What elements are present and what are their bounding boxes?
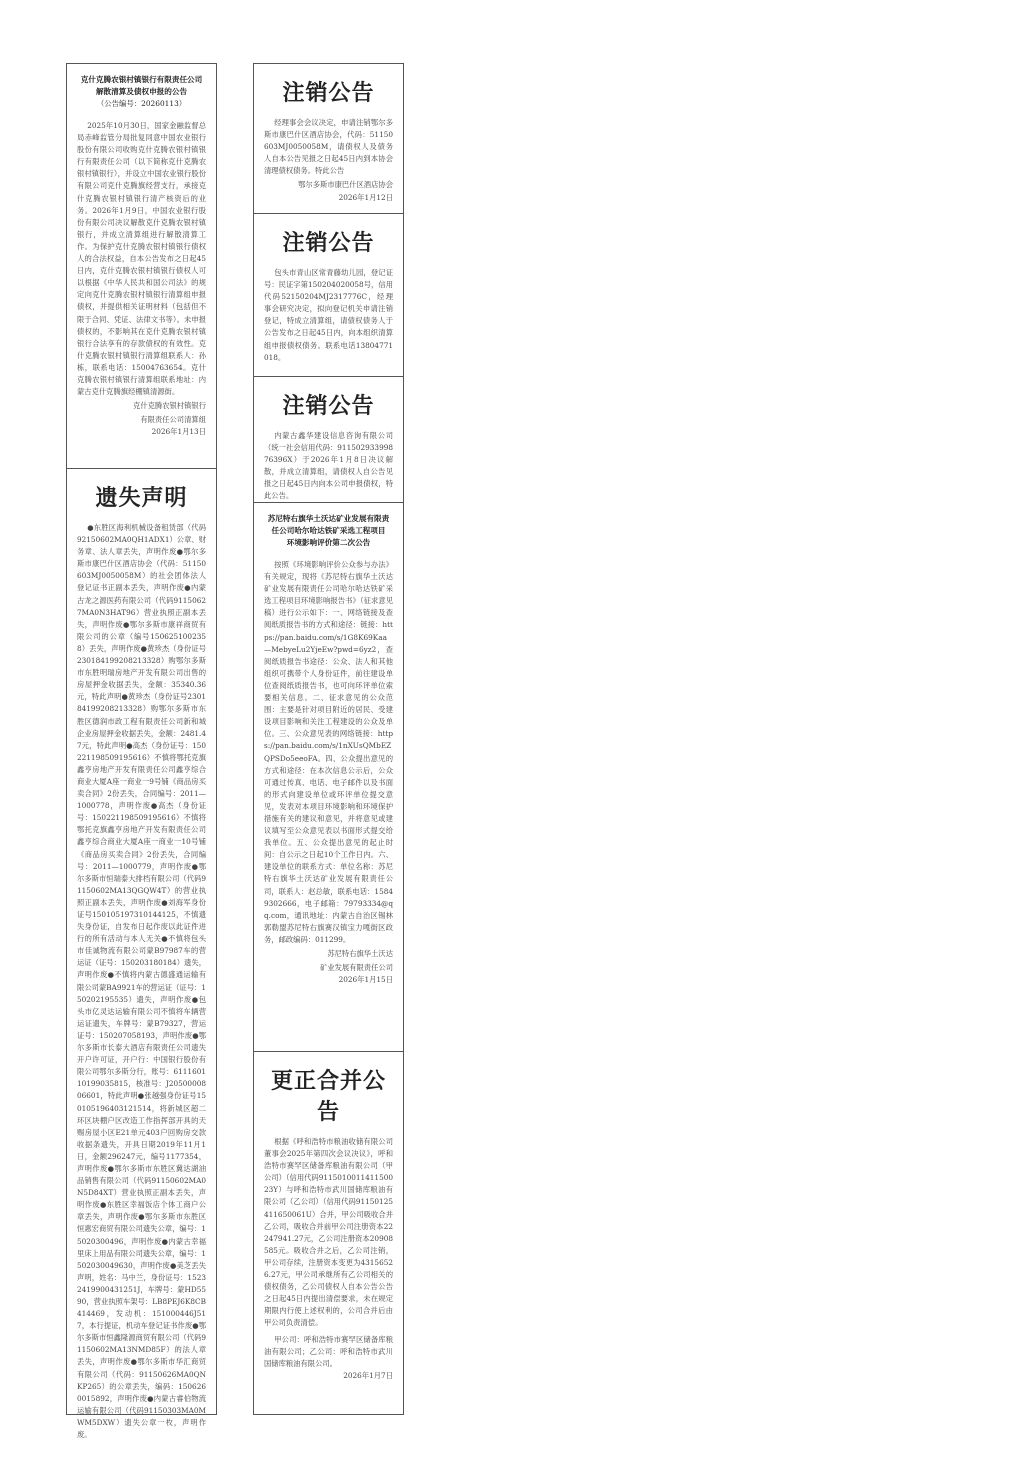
notice-number: （公告编号：20260113） (96, 99, 187, 108)
notice-environmental-assessment (254, 503, 403, 1052)
notice-date: 2026年1月12日 (338, 192, 393, 202)
notice-title: 解散清算及债权申报的公告 (95, 87, 188, 96)
notice-body: 按照《环境影响评价公众参与办法》有关规定，现将《苏尼特右旗华土沃达矿业发展有限责任公司哈尔哈达铁矿采选工程项目环境影响报告书》（征求意见稿）进行公示如下：一、网络链接及查阅纸质报告书的方式和途径：链接：https://pan.baidu.com/s/1G8K69Kaa—MebyeLu2YjeEw?pwd=6yz2，查阅纸质报告书途径：公众、法人和其他组织可携带个人身份证件，前往建设单位查阅纸质报告书，也可向环评单位索要相关信息。二、征求意见的公众范围：主要是针对项目附近的居民、受建设项目影响和关注工程建设的公众及单位。三、公众意见表的网络链接：https://pan.baidu.com/s/1nXUsQMbEZQPSDo5eeoFA。四、公众提出意见的方式和途径：在本次信息公示后，公众可通过传真、电话、电子邮件以及书面的形式向建设单位或环评单位提交意见，发表对本项目环境影响和环境保护措施有关的建议和意见，并将意见或建议填写至公众意见表以书面形式提交给我单位。五、公众提出意见的起止时间：自公示之日起10个工作日内。六、建设单位的联系方式：单位名称：苏尼特右旗华土沃达矿业发展有限责任公司，联系人：赵总敏，联系电话：15849302666，电子邮箱：79793334@qq.com，通讯地址：内蒙古自治区锡林郭勒盟苏尼特右旗赛汉镇宝力嘎街区政务，邮政编码：011299。 (264, 560, 393, 944)
notice-title: 任公司哈尔哈达铁矿采选工程项目 (271, 526, 386, 535)
notice-body: 包头市青山区常青藤幼儿园，登记证号：民证字第150204020058号，信用代码52150204MJ2317776C，经理事会研究决定，拟向登记机关申请注销登记，特成立清算组，请债权债务人于公告发布之日起45日内，向本组织清算组申报债权债务。联系电话13804771018。 (264, 268, 393, 362)
notice-body: 甲公司：呼和浩特市赛罕区储备库粮油有限公司；乙公司：呼和浩特市武川国储库粮油有限公司。 (264, 1334, 393, 1368)
notice-body: 内蒙古鑫华建设信息咨询有限公司（统一社会信用代码：91150293399876396X）于2026年1月8日决议解散，并成立清算组，请债权人自公告见报之日起45日内向本公司申报债权，特此公告。 (264, 431, 393, 501)
notice-title: 苏尼特右旗华土沃达矿业发展有限责 (267, 514, 390, 523)
notice-title: 注销公告 (282, 81, 375, 106)
notice-cancellation-3 (254, 377, 403, 503)
notice-body: 2025年10月30日，国家金融监督总局赤峰监管分局批复同意中国农业银行股份有限公司收购克什克腾农银村镇银行有限责任公司（以下简称克什克腾农银村镇银行），并设立中国农业银行股份有限公司克什克腾旗经营支行，承接克什克腾农银村镇银行清产核资后的业务。2026年1月9日，中国农业银行股份有限公司决议解散克什克腾农银村镇银行，并成立清算组进行解散清算工作。为保护克什克腾农银村镇银行债权人的合法权益，自本公告发布之日起45日内，克什克腾农银村镇银行债权人可以根据《中华人民共和国公司法》的规定向克什克腾农银村镇银行清算组申报债权，并提供相关证明材料（包括但不限于合同、凭证、法律文书等）。未申报债权的，不影响其在克什克腾农银村镇银行合法享有的存款债权的有效性。克什克腾农银村镇银行清算组联系人：孙栋，联系电话：15004763654。克什克腾农银村镇银行清算组联系地址：内蒙古克什克腾旗经棚镇清源街。 (77, 121, 206, 397)
notice-signature: 克什克腾农银村镇银行 (133, 401, 206, 411)
notice-signature: 苏尼特右旗华土沃达 (327, 949, 393, 958)
left-column (66, 63, 217, 1440)
notice-loss-statement (67, 469, 216, 1440)
notice-body: 根据《呼和浩特市粮油收储有限公司董事会2025年第四次会议决议》，呼和浩特市赛罕区储备库粮油有限公司（甲公司）（信用代码911501001141150023Y）与呼和浩特市武川国储库粮油有限公司（乙公司）（信用代码91150125411650061U）合并，甲公司吸收合并乙公司，吸收合并前甲公司注册资本22247941.27元，乙公司注册资本20908585元。吸收合并之后，乙公司注销，甲公司存续，注册资本变更为43156526.27元，甲公司承继所有乙公司相关的债权债务，乙公司债权人自本公告公告之日起45日内提出清偿要求，未在规定期限内行使上述权利的，公司合并后由甲公司负责清偿。 (264, 1137, 394, 1328)
notice-title: 克什克腾农银村镇银行有限责任公司 (80, 75, 203, 84)
notice-title: 遗失声明 (95, 486, 188, 511)
notice-dissolution (67, 64, 216, 469)
notice-merger-correction (254, 1052, 403, 1414)
notice-title: 注销公告 (282, 231, 375, 256)
notice-title: 环境影响评价第二次公告 (286, 538, 371, 547)
notice-date: 2026年1月15日 (338, 975, 393, 985)
right-column (253, 63, 404, 1415)
notice-body: 经理事会会议决定，申请注销鄂尔多斯市康巴什区酒店协会，代码：51150603MJ0050058M，请债权人及债务人自本公告见报之日起45日内到本协会清理债权债务。特此公告 (264, 118, 393, 176)
notice-cancellation-1 (254, 64, 403, 214)
notice-date: 2026年1月13日 (151, 427, 206, 437)
notice-cancellation-2 (254, 214, 403, 377)
notice-title: 更正合并公告 (270, 1069, 386, 1125)
notice-signature: 鄂尔多斯市康巴什区酒店协会 (298, 180, 393, 190)
notice-body: ●东胜区海利机械设备租赁部（代码92150602MA0QH1ADX1）公章、财务章、法人章丢失，声明作废●鄂尔多斯市康巴什区酒店协会（代码：51150603MJ0050058M）的社会团体法人登记证书正副本丢失，声明作废●内蒙古龙之源医药有限公司（代码91150627MA0N3HAT96）营业执照正副本丢失，声明作废●鄂尔多斯市康祥商贸有限公司的公章（编号1506251002358）丢失，声明作废●黄珍杰（身份证号230184199208213328）购鄂尔多斯市东胜明瑞房地产开发有限公司出售的房屋押金收据丢失，金额：35340.36元，特此声明●黄珍杰（身份证号230184199208213328）购鄂尔多斯市东胜区德润市政工程有限责任公司新和城企业房屋押金收据丢失，金额：2481.47元，特此声明●高杰（身份证号：150221198509195616）不慎将鄂托克旗鑫亨房地产开发有限责任公司鑫亨综合商业大厦A座一商业一9号铺《商品房买卖合同》2份丢失，合同编号：2011—1000778，声明作废●高杰（身份证号：150221198509195616）不慎将鄂托克旗鑫亨房地产开发有限责任公司鑫亨综合商业大厦A座一商业一10号铺《商品房买卖合同》2份丢失，合同编号：2011—1000779，声明作废●鄂尔多斯市恒瑞泰大排档有限公司（代码91150602MA13QGQW4T）的营业执照正副本丢失，声明作废●刘海军身份证号150105197310144125，不慎遗失身份证，自发布日起作废以此证件进行的所有活动与本人无关●不慎将包头市佳诚物流有限公司蒙B97987车的营运证（证号：150203180184）遗失，声明作废●不慎将内蒙古德盛通运输有限公司蒙BA9921车的营运证（证号：150202195535）遗失，声明作废●包头市亿灵达运输有限公司不慎将车辆营运证遗失，车牌号：蒙B79327，营运证号：150207058193，声明作废●鄂尔多斯市长泰大酒店有限责任公司遗失开户许可证，开户行：中国银行股份有限公司鄂尔多斯分行，账号：611160110199035815，核准号：J2050000806601，特此声明●张越强身份证号150105196403121514，将新城区超二环区块棚户区改造工作指挥部开具的天赐房屋小区E21单元403户回购房交款收据条遗失，开具日期2019年11月1日，金额296247元，编号1177354，声明作废●鄂尔多斯市东胜区冀达湖油品销售有限公司（代码91150602MA0N5D84XT）营业执照正副本丢失，声明作废●东胜区幸福饭店个体工商户公章丢失，声明作废●鄂尔多斯市东胜区恒惠宏商贸有限公司遗失公章，编号：15020300496，声明作废●内蒙古幸福里床上用品有限公司遗失公章，编号：1502030049630，声明作废●美芝丢失声明，姓名：马中兰，身份证号：15232419900431251J，车牌号：蒙HD5590，营业执照车架号：LB8PEJ6K8CB414469，发动机：151000446J517，本行提证，机动车登记证书作废●鄂尔多斯市恒鑫隆源商贸有限公司（代码91150602MA13NMD85F）的法人章丢失，声明作废●鄂尔多斯市华汇商贸有限公司（代码：91150626MA0QNKP265）的公章丢失，编码：1506260015892，声明作废●内蒙古睿伯物流运输有限公司（代码91150303MA0MWM5DXW）遗失公章一枚，声明作废。 (77, 523, 206, 1440)
notice-title: 注销公告 (282, 394, 375, 419)
notice-date: 2026年1月7日 (343, 1370, 393, 1380)
notice-signature: 有限责任公司清算组 (140, 415, 206, 425)
notice-signature: 矿业发展有限责任公司 (320, 963, 393, 973)
